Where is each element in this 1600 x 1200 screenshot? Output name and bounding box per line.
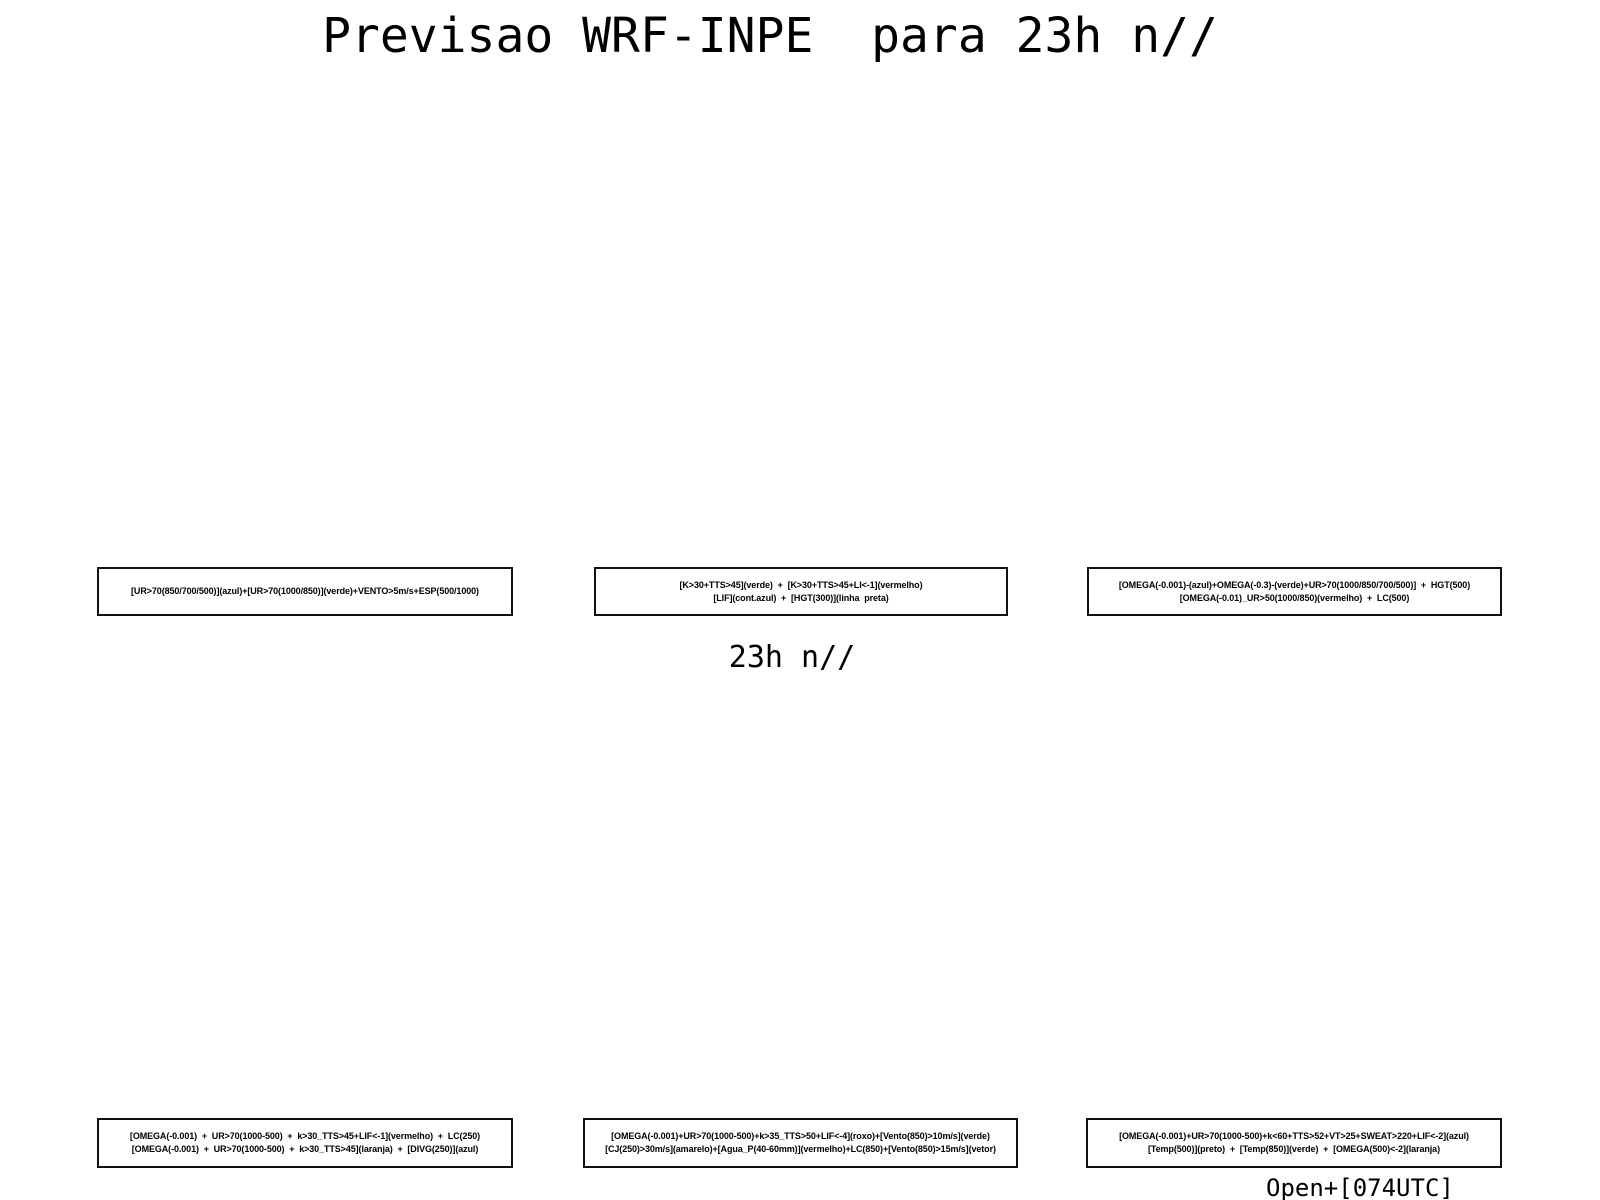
legend-text-line: [OMEGA(-0.01)_UR>50(1000/850)(vermelho) + LC(500)	[1179, 592, 1410, 603]
legend-box-top-left	[97, 567, 513, 616]
run-time-label: Open+[074UTC]	[1266, 1174, 1454, 1200]
legend-text-line: [OMEGA(-0.001) + UR>70(1000-500) + k>30_TTS>45](laranja) + [DIVG(250)](azul)	[131, 1144, 479, 1154]
page-title: Previsao WRF-INPE para 23h n//	[322, 8, 1218, 64]
legend-text-line: [CJ(250)>30m/s](amarelo)+[Agua_P(40-60mm)](vermelho)+LC(850)+[Vento(850)>15m/s](vetor)	[605, 1144, 996, 1154]
legend-text-line: [UR>70(850/700/500)](azul)+[UR>70(1000/850)](verde)+VENTO>5m/s+ESP(500/1000)	[131, 586, 479, 596]
legend-box-bottom-middle	[583, 1118, 1018, 1168]
legend-text-line: [Temp(500)](preto) + [Temp(850)](verde) + [OMEGA(500)<-2](laranja)	[1148, 1144, 1440, 1154]
legend-text-line: [OMEGA(-0.001)+UR>70(1000-500)+k>35_TTS>50+LIF<-4](roxo)+[Vento(850)>10m/s](verde)	[611, 1131, 990, 1141]
legend-text-line: [K>30+TTS>45](verde) + [K>30+TTS>45+LI<-1](vermelho)	[679, 579, 923, 590]
legend-text-line: [OMEGA(-0.001) + UR>70(1000-500) + k>30_TTS>45+LIF<-1](vermelho) + LC(250)	[129, 1131, 481, 1141]
legend-box-top-middle	[594, 567, 1008, 616]
forecast-hour-label: 23h n//	[728, 640, 856, 675]
legend-text-line: [LIF](cont.azul) + [HGT(300)](linha preta)	[713, 592, 889, 603]
legend-box-top-right	[1087, 567, 1502, 616]
legend-box-bottom-left	[97, 1118, 513, 1168]
legend-box-bottom-right	[1086, 1118, 1502, 1168]
legend-text-line: [OMEGA(-0.001)+UR>70(1000-500)+k<60+TTS>52+VT>25+SWEAT>220+LIF<-2](azul)	[1119, 1131, 1469, 1141]
legend-text-line: [OMEGA(-0.001)-(azul)+OMEGA(-0.3)-(verde)+UR>70(1000/850/700/500)] + HGT(500)	[1118, 579, 1471, 590]
